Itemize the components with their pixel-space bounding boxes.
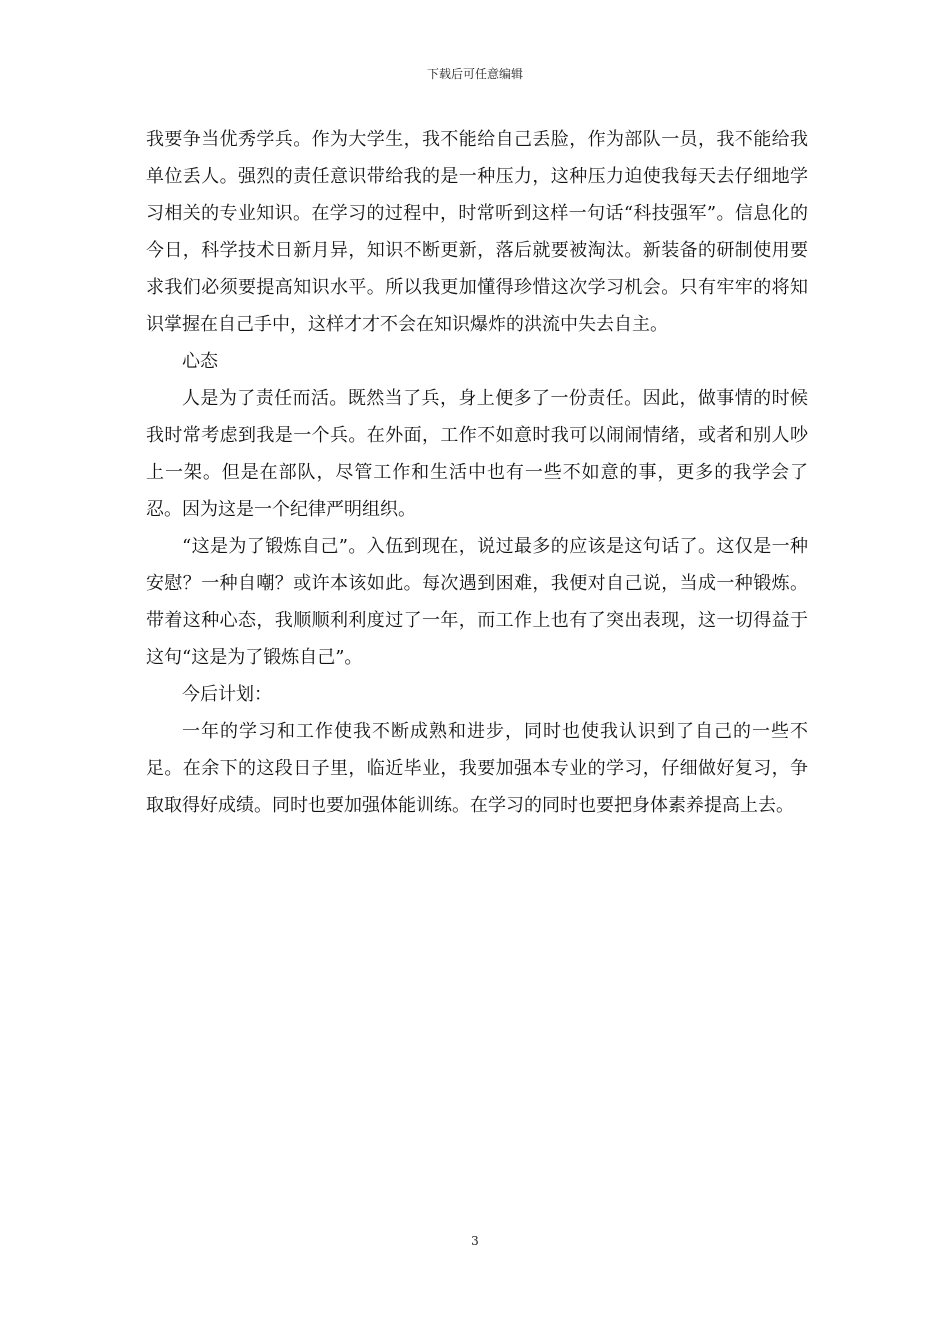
page-number: 3: [471, 1234, 479, 1248]
paragraph-2: 人是为了责任而活。既然当了兵，身上便多了一份责任。因此，做事情的时候我时常考虑到我是一个兵。在外面，工作不如意时我可以闹闹情绪，或者和别人吵上一架。但是在部队，尽管工作和生活中也有一些不如意的事，更多的我学会了忍。因为这是一个纪律严明组织。: [146, 388, 808, 520]
paragraph-1: 我要争当优秀学兵。作为大学生，我不能给自己丢脸，作为部队一员，我不能给我单位丢人。强烈的责任意识带给我的是一种压力，这种压力迫使我每天去仔细地学习相关的专业知识。在学习的过程中，时常听到这样一句话“科技强军”。信息化的今日，科学技术日新月异，知识不断更新，落后就要被淘汰。新装备的研制使用要求我们必须要提高知识水平。所以我更加懂得珍惜这次学习机会。只有牢牢的将知识掌握在自己手中，这样才才不会在知识爆炸的洪流中失去自主。: [146, 129, 808, 335]
paragraph-3: “这是为了锻炼自己”。入伍到现在，说过最多的应该是这句话了。这仅是一种安慰？一种自嘲？或许本该如此。每次遇到困难，我便对自己说，当成一种锻炼。带着这种心态，我顺顺利利度过了一年，而工作上也有了突出表现，这一切得益于这句“这是为了锻炼自己”。: [146, 536, 808, 668]
section-heading-future-plan: 今后计划：: [182, 684, 272, 705]
paragraph-4: 一年的学习和工作使我不断成熟和进步，同时也使我认识到了自己的一些不足。在余下的这段日子里，临近毕业，我要加强本专业的学习，仔细做好复习，争取取得好成绩。同时也要加强体能训练。在学习的同时也要把身体素养提高上去。: [146, 721, 808, 816]
section-heading-mindset: 心态: [182, 351, 218, 372]
page-header: 下载后可任意编辑: [426, 67, 523, 81]
document-body: [146, 121, 808, 824]
